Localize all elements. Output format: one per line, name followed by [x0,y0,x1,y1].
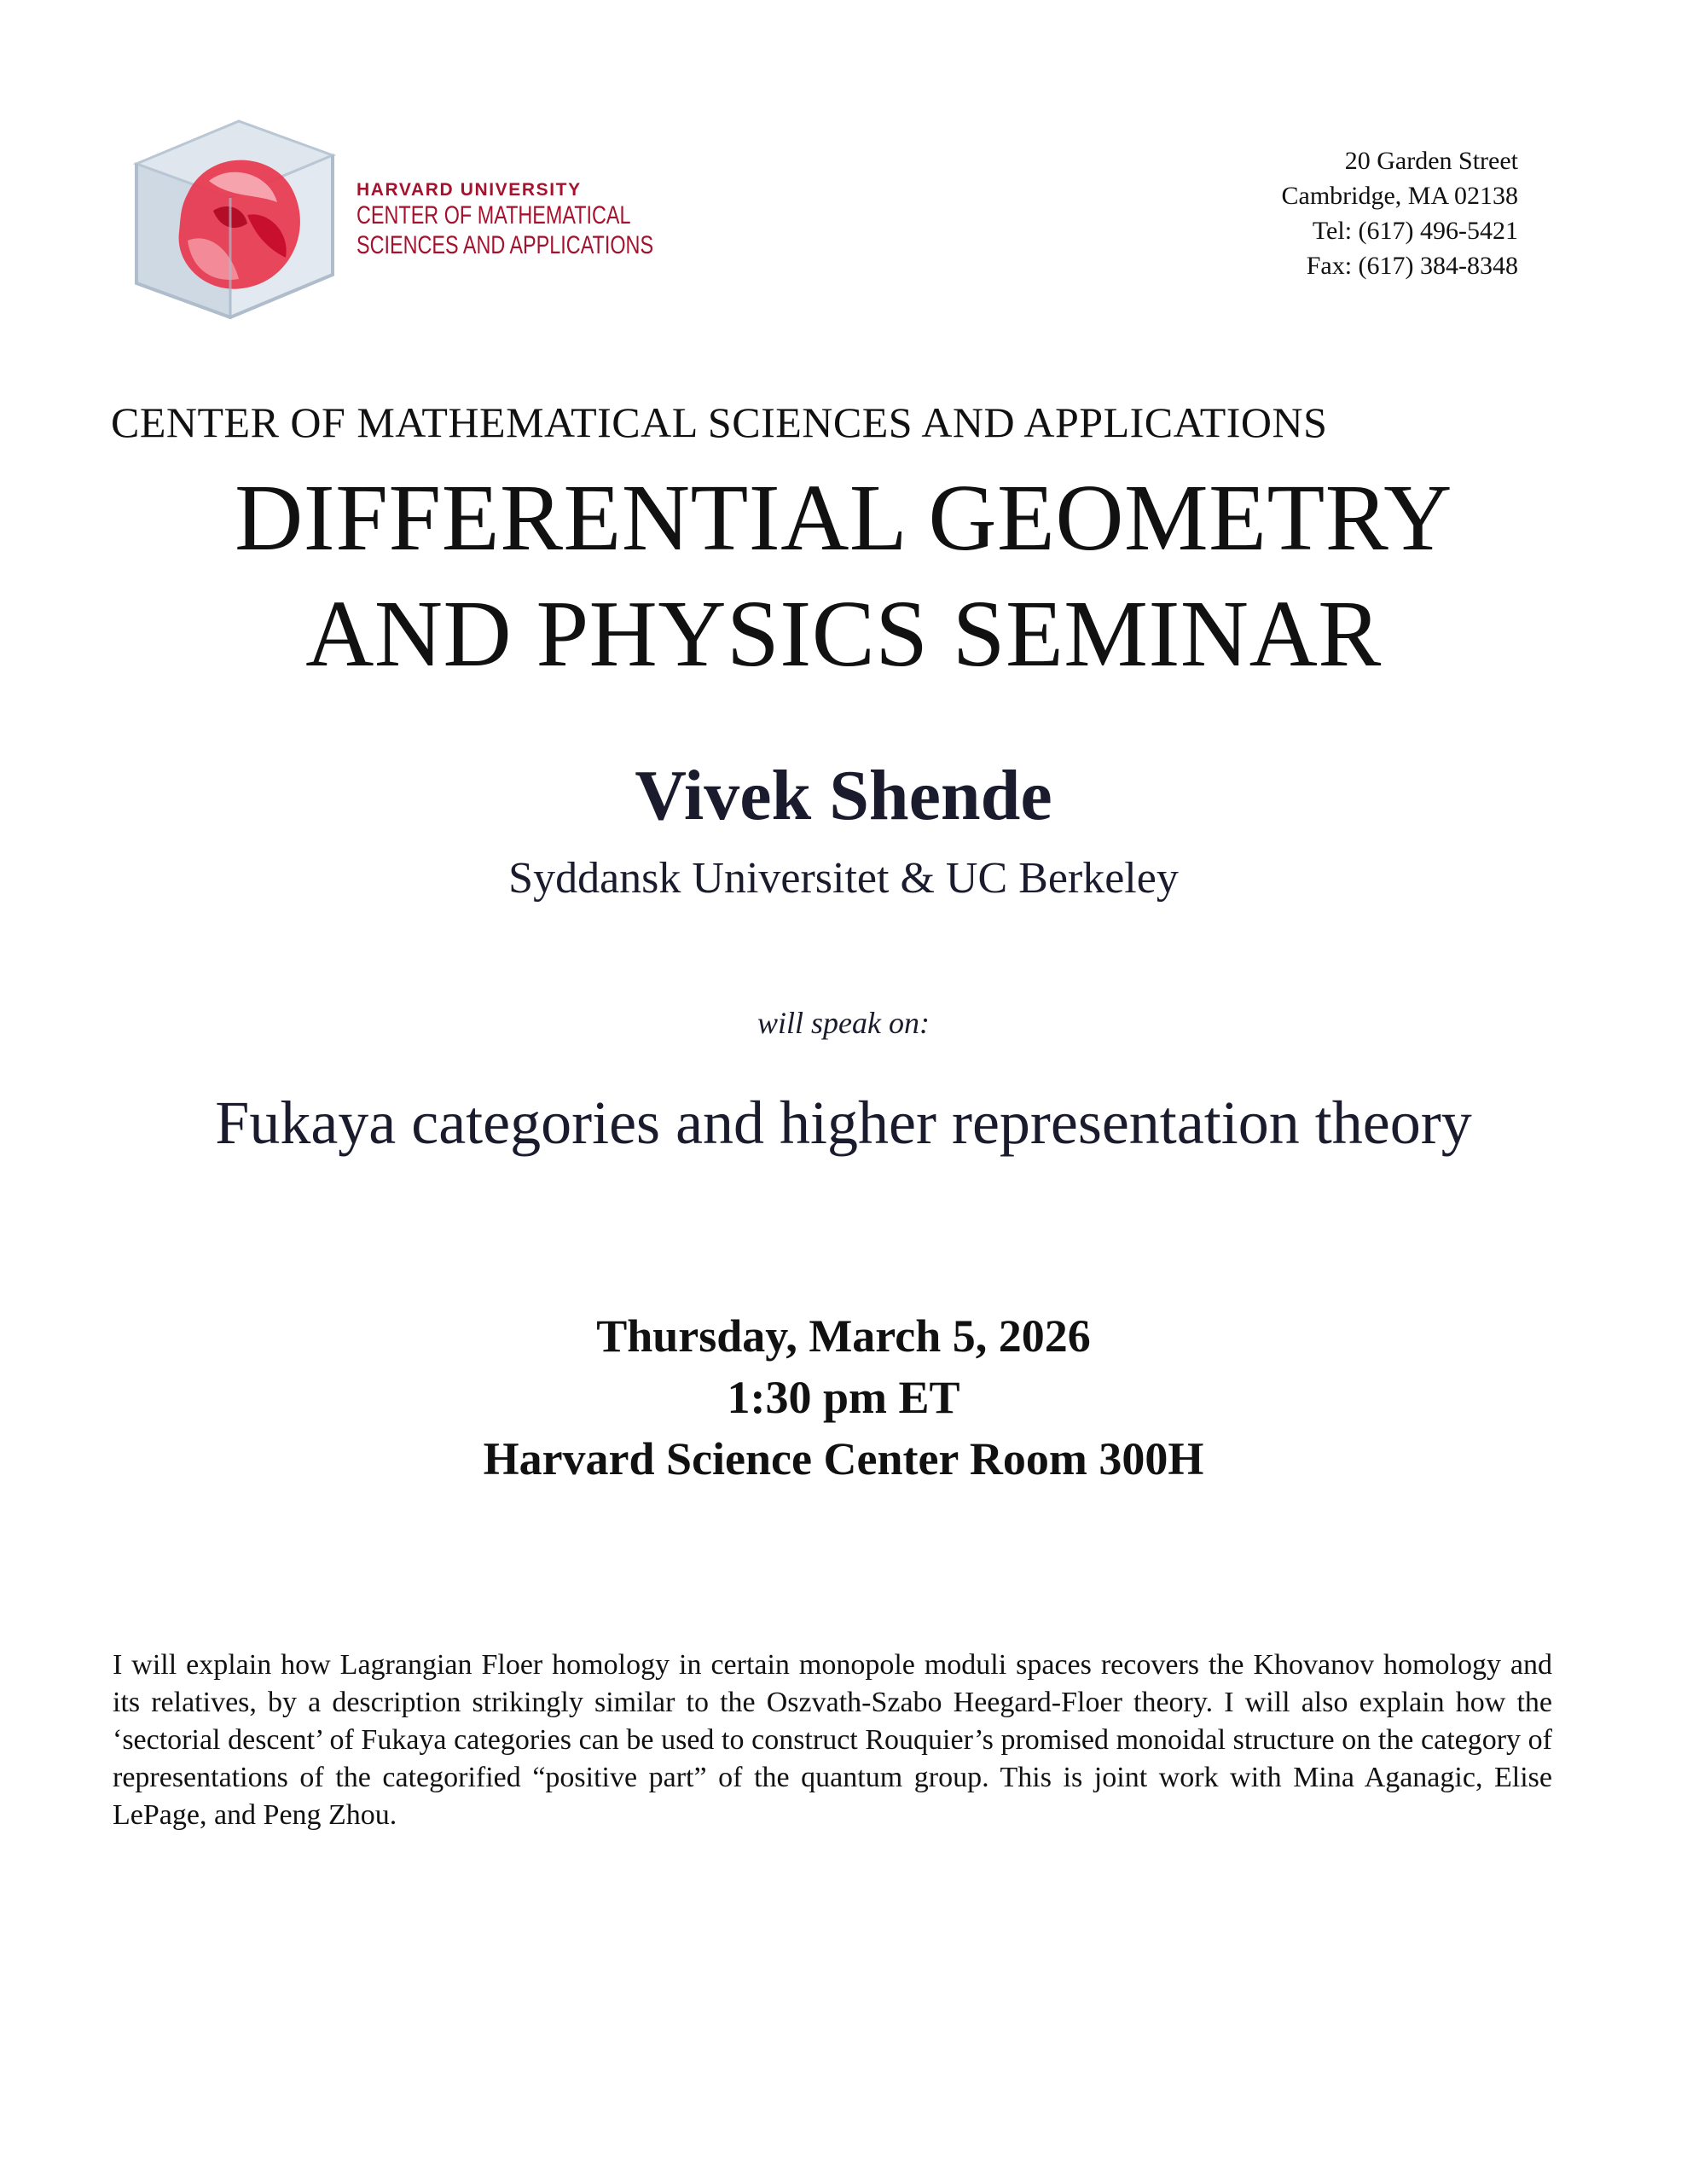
event-location: Harvard Science Center Room 300H [483,1433,1204,1484]
logo-cube-icon [128,113,341,326]
address-tel: Tel: (617) 496-5421 [1312,217,1518,245]
event-details [0,1305,1687,1490]
abstract: I will explain how Lagrangian Floer homology in certain monopole moduli spaces recovers the Khovanov homology and its relatives, by a description strikingly similar to the Oszvath-Szabo Heegard-Floer theory. I will also explain how the ‘sectorial descent’ of Fukaya categories can be used to construct Rouquier’s promised monoidal structure on the category of representations of the categorified “positive part” of the quantum group. This is joint work with Mina Aganagic, Elise LePage, and Peng Zhou. [113,1649,1552,1831]
speaker-affiliation: Syddansk Universitet & UC Berkeley [508,854,1179,903]
seminar-title [0,461,1687,693]
logo-university: HARVARD UNIVERSITY [357,180,582,200]
logo-center-line1: CENTER OF MATHEMATICAL [357,201,631,230]
talk-title: Fukaya categories and higher representation theory [215,1089,1472,1157]
address-block [1282,143,1519,283]
center-name: CENTER OF MATHEMATICAL SCIENCES AND APPLICATIONS [111,398,1328,446]
speaker-name: Vivek Shende [635,756,1052,835]
address-street: 20 Garden Street [1344,147,1518,175]
speak-on-label: will speak on: [757,1006,930,1040]
logo-center-line2: SCIENCES AND APPLICATIONS [357,230,654,259]
address-fax: Fax: (617) 384-8348 [1306,252,1518,280]
cmsa-logo [128,113,654,334]
address-city: Cambridge, MA 02138 [1281,182,1518,210]
event-date: Thursday, March 5, 2026 [596,1310,1091,1362]
logo-text [357,181,737,258]
event-time: 1:30 pm ET [727,1372,960,1423]
seminar-title-line1: DIFFERENTIAL GEOMETRY [235,466,1452,571]
seminar-title-line2: AND PHYSICS SEMINAR [305,582,1382,687]
